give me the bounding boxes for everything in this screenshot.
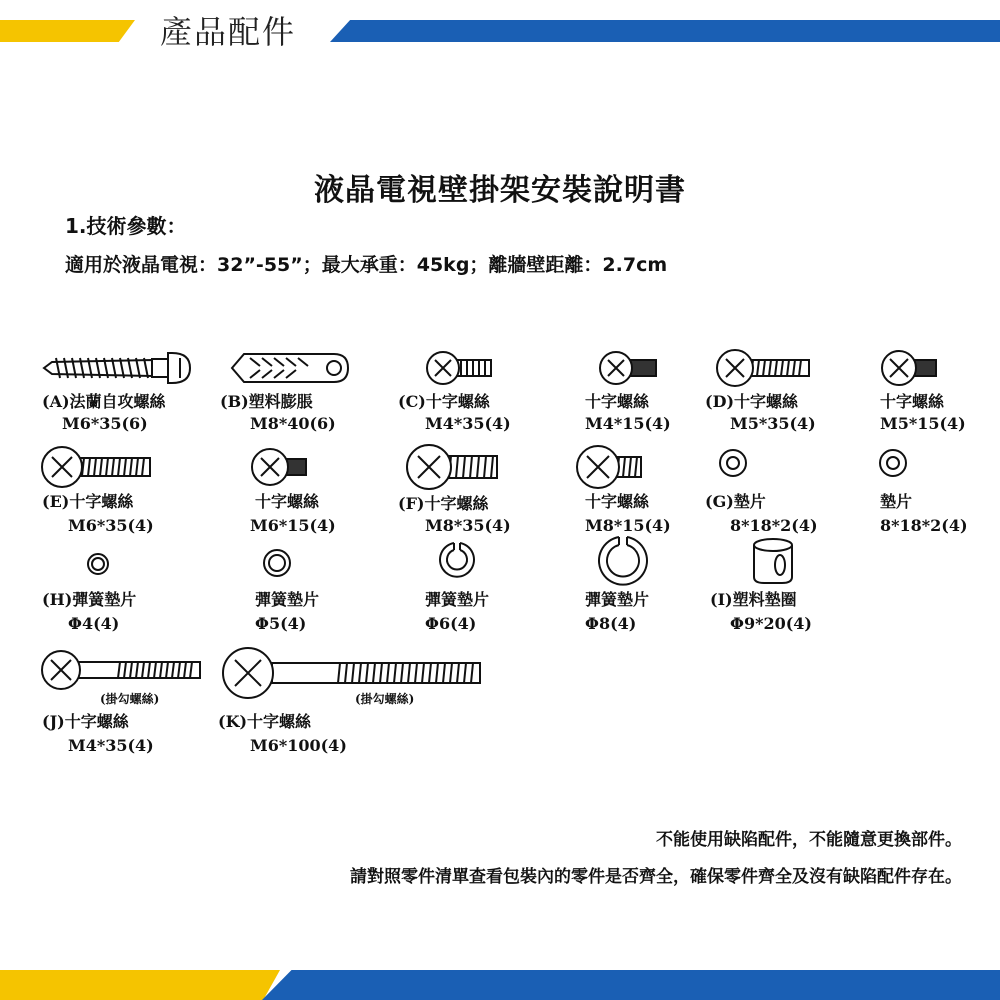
part-b-name: (B)塑料膨脹 bbox=[220, 392, 313, 411]
part-a-size: M6*35(6) bbox=[62, 414, 148, 433]
footer-blue-band bbox=[262, 970, 1000, 1000]
flange-tapping-screw-icon bbox=[42, 348, 192, 388]
note-line-2: 請對照零件清單查看包裝內的零件是否齊全，確保零件齊全及沒有缺陷配件存在。 bbox=[350, 867, 962, 887]
part-e2-size: M6*15(4) bbox=[250, 516, 336, 535]
hook-screw-m6-icon bbox=[220, 645, 485, 701]
part-c2-size: M4*15(4) bbox=[585, 414, 671, 433]
spring-washer-8-icon bbox=[597, 534, 649, 588]
part-d-size: M5*35(4) bbox=[730, 414, 816, 433]
phillips-screw-short-icon bbox=[598, 348, 660, 388]
part-e2-name: 十字螺絲 bbox=[255, 492, 320, 511]
part-h2-name: 彈簧墊片 bbox=[255, 590, 320, 609]
part-e-size: M6*35(4) bbox=[68, 516, 154, 535]
part-i-size: Φ9*20(4) bbox=[730, 614, 812, 633]
part-j-name: (J)十字螺絲 bbox=[42, 712, 129, 731]
phillips-screw-m8-short-icon bbox=[575, 442, 645, 492]
footer-yellow-band bbox=[0, 970, 280, 1000]
part-g-name: (G)墊片 bbox=[705, 492, 766, 511]
note-line-1: 不能使用缺陷配件，不能隨意更換部件。 bbox=[656, 830, 962, 850]
phillips-screw-m6-icon bbox=[40, 445, 155, 489]
part-a-name: (A)法蘭自攻螺絲 bbox=[42, 392, 166, 411]
part-h4-size: Φ8(4) bbox=[585, 614, 637, 633]
spring-washer-4-icon bbox=[86, 552, 110, 576]
part-k-size: M6*100(4) bbox=[250, 736, 347, 755]
part-d2-size: M5*15(4) bbox=[880, 414, 966, 433]
plastic-anchor-icon bbox=[230, 350, 350, 386]
part-c2-name: 十字螺絲 bbox=[585, 392, 650, 411]
hook-screw-m4-icon bbox=[40, 648, 205, 692]
part-h3-size: Φ6(4) bbox=[425, 614, 477, 633]
washer-icon bbox=[718, 448, 748, 478]
part-h2-size: Φ5(4) bbox=[255, 614, 307, 633]
part-k-caption: (掛勾螺絲) bbox=[355, 692, 415, 706]
document-title: 液晶電視壁掛架安裝說明書 bbox=[314, 173, 686, 208]
part-e-name: (E)十字螺絲 bbox=[42, 492, 134, 511]
header-blue-band bbox=[330, 20, 1000, 42]
spec-line: 適用於液晶電視：32”-55”；最大承重：45kg；離牆壁距離：2.7cm bbox=[65, 254, 668, 276]
phillips-screw-m6-short-icon bbox=[250, 445, 310, 489]
part-j-caption: (掛勾螺絲) bbox=[100, 692, 160, 706]
phillips-screw-m5-icon bbox=[715, 348, 815, 388]
spring-washer-5-icon bbox=[262, 548, 292, 578]
part-h-name: (H)彈簧墊片 bbox=[42, 590, 137, 609]
part-g-size: 8*18*2(4) bbox=[730, 516, 818, 535]
phillips-screw-m5-short-icon bbox=[880, 348, 940, 388]
part-f2-name: 十字螺絲 bbox=[585, 492, 650, 511]
part-h-size: Φ4(4) bbox=[68, 614, 120, 633]
part-f-size: M8*35(4) bbox=[425, 516, 511, 535]
part-j-size: M4*35(4) bbox=[68, 736, 154, 755]
spec-heading: 1.技術參數： bbox=[65, 214, 187, 238]
part-g2-name: 墊片 bbox=[880, 492, 913, 511]
part-h3-name: 彈簧墊片 bbox=[425, 590, 490, 609]
washer-icon-2 bbox=[878, 448, 908, 478]
phillips-screw-m8-icon bbox=[405, 442, 500, 492]
part-k-name: (K)十字螺絲 bbox=[218, 712, 312, 731]
part-i-name: (I)塑料墊圈 bbox=[710, 590, 797, 609]
part-g2-size: 8*18*2(4) bbox=[880, 516, 968, 535]
plastic-spacer-icon bbox=[750, 537, 795, 585]
part-c-size: M4*35(4) bbox=[425, 414, 511, 433]
part-b-size: M8*40(6) bbox=[250, 414, 336, 433]
page-title: 產品配件 bbox=[160, 13, 297, 51]
part-c-name: (C)十字螺絲 bbox=[398, 392, 490, 411]
part-d2-name: 十字螺絲 bbox=[880, 392, 945, 411]
part-f2-size: M8*15(4) bbox=[585, 516, 671, 535]
part-h4-name: 彈簧墊片 bbox=[585, 590, 650, 609]
phillips-screw-icon bbox=[425, 348, 495, 388]
header-yellow-band bbox=[0, 20, 135, 42]
part-f-name: (F)十字螺絲 bbox=[398, 494, 489, 513]
spring-washer-6-icon bbox=[438, 540, 476, 580]
part-d-name: (D)十字螺絲 bbox=[705, 392, 799, 411]
